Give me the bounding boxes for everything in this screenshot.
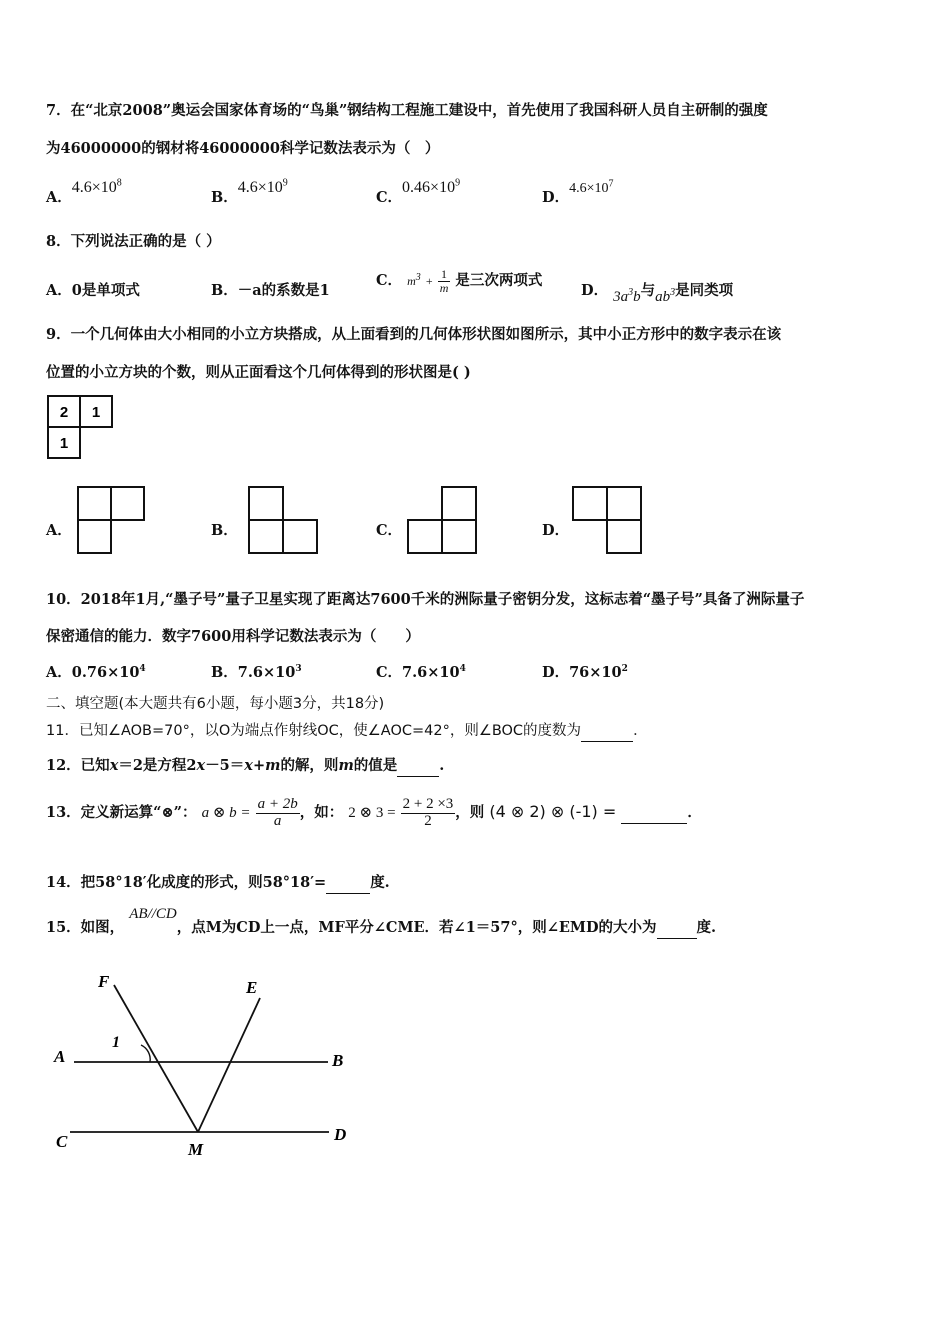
grid-cell-1a: 1 (91, 404, 101, 421)
q10-option-c: C．$7.6\times 10^4$ (376, 664, 466, 681)
q7-option-d-label: D． (542, 189, 570, 206)
q10-option-b: B．$7.6\times 10^3$ (211, 664, 302, 681)
q7-line2: 为46000000的钢材将46000000科学记数法表示为（ ） (46, 140, 440, 157)
q15: 15．如图， AB//CD，点M为CD上一点，MF平分∠CME．若∠1＝57°，则∠EMD的大小为 度. (46, 906, 716, 950)
q7-option-a (46, 176, 122, 206)
q9-option-d-figure (571, 485, 643, 555)
q10-option-a: A．$0.76\times 10^4$ (46, 664, 146, 681)
q13-definition-fraction: $\frac{a + 2b}{a}$ (257, 795, 298, 829)
q8-option-a: A．0是单项式 (46, 282, 140, 299)
label-e: E (246, 978, 258, 997)
q8-c-term: $m^3$ (407, 272, 421, 289)
q7-line1: 7．在“北京2008”奥运会国家体育场的“鸟巢”钢结构工程施工建设中，首先使用了我国科研人员自主研制的强度 (46, 102, 768, 119)
label-c: C (56, 1132, 68, 1151)
q7-option-a-value: $4.6\times 10^8$ (71, 177, 122, 196)
q7-option-d-value: $4.6\times 10^7$ (569, 178, 614, 196)
q9-option-c-label: C． (376, 522, 403, 539)
q9-line1: 9．一个几何体由大小相同的小立方块搭成，从上面看到的几何体形状图如图所示，其中小正方形中的数字表示在该 (46, 326, 782, 343)
q7-option-b-label: B． (211, 189, 238, 206)
label-d: D (334, 1125, 347, 1144)
q10-line1: 10．2018年1月,“墨子号”量子卫星实现了距离达7600千米的洲际量子密钥分发，这标志着“墨子号”具备了洲际量子 (46, 591, 805, 608)
q12-blank (397, 756, 439, 777)
label-angle-1: 1 (112, 1034, 120, 1051)
q9-option-d-label: D． (542, 522, 570, 539)
q7-option-d (542, 176, 614, 206)
q7-option-c-label: C． (376, 189, 403, 206)
q9-option-c-figure (406, 485, 478, 555)
q10-line2: 保密通信的能力．数字7600用科学记数法表示为（ ） (46, 628, 420, 645)
grid-cell-2: 2 (59, 404, 69, 421)
q7-option-b (211, 176, 288, 206)
q9-option-b-figure (247, 485, 319, 555)
q14: 14．把58°18′化成度的形式，则58°18′= 度. (46, 873, 390, 894)
top-view-grid (46, 394, 116, 460)
q7-option-a-label: A． (46, 189, 72, 206)
q8-d-term2: $ab^3$ (655, 287, 676, 305)
ray-me (198, 998, 260, 1132)
label-m: M (188, 1140, 204, 1159)
q8-d-term1: $3a^3b$ (613, 287, 641, 305)
q7-option-c (376, 176, 461, 206)
q9-option-b-label: B． (211, 522, 238, 539)
q8-option-d: D． $3a^3b$与$ab^3$是同类项 (581, 282, 734, 305)
q11: 11．已知∠AOB=70°，以O为端点作射线OC，使∠AOC=42°，则∠BOC的度数为 ． (46, 721, 648, 742)
label-f: F (98, 972, 110, 991)
q9-option-a-label: A． (46, 522, 72, 539)
q10-option-d: D．$76\times 10^2$ (542, 664, 628, 681)
section-2-heading: 二、填空题(本大题共有6小题，每小题3分，共18分) (46, 696, 385, 712)
q15-blank (657, 918, 697, 939)
ray-mf (114, 985, 198, 1132)
label-b: B (332, 1051, 344, 1070)
q13: 13．定义新运算“⊗”： a ⊗ b = $\frac{a + 2b}{a}$ ，如： 2 ⊗ 3 = $\frac{2 + 2 \times 3}{2}$ ，则 (4 ⊗ 2) ⊗ (-1) = ． (46, 795, 702, 829)
q9-line2: 位置的小立方块的个数，则从正面看这个几何体得到的形状图是( ) (46, 364, 471, 381)
q9-option-a-figure (76, 485, 146, 555)
label-a: A (54, 1047, 66, 1066)
q11-blank (581, 721, 633, 742)
q12: 12．已知x＝2是方程2x－5＝x+m的解，则m的值是 . (46, 756, 444, 777)
figure-15 (46, 965, 366, 1165)
q7-option-b-value: $4.6\times 10^9$ (237, 177, 288, 196)
q14-blank (326, 873, 370, 894)
q7-option-c-value: $0.46\times 10^9$ (402, 177, 461, 196)
q13-example-fraction: $\frac{2 + 2 \times 3}{2}$ (402, 795, 454, 829)
grid-cell-1b: 1 (59, 435, 69, 452)
q8-c-fraction: $\frac{1}{m}$ (439, 267, 449, 295)
q13-blank (621, 803, 687, 824)
q8-option-b: B．－a的系数是1 (211, 282, 330, 299)
q8-option-c: C． $m^3$ + $\frac{1}{m}$ 是三次两项式 (376, 267, 543, 295)
q8-stem: 8．下列说法正确的是（ ） (46, 233, 221, 250)
